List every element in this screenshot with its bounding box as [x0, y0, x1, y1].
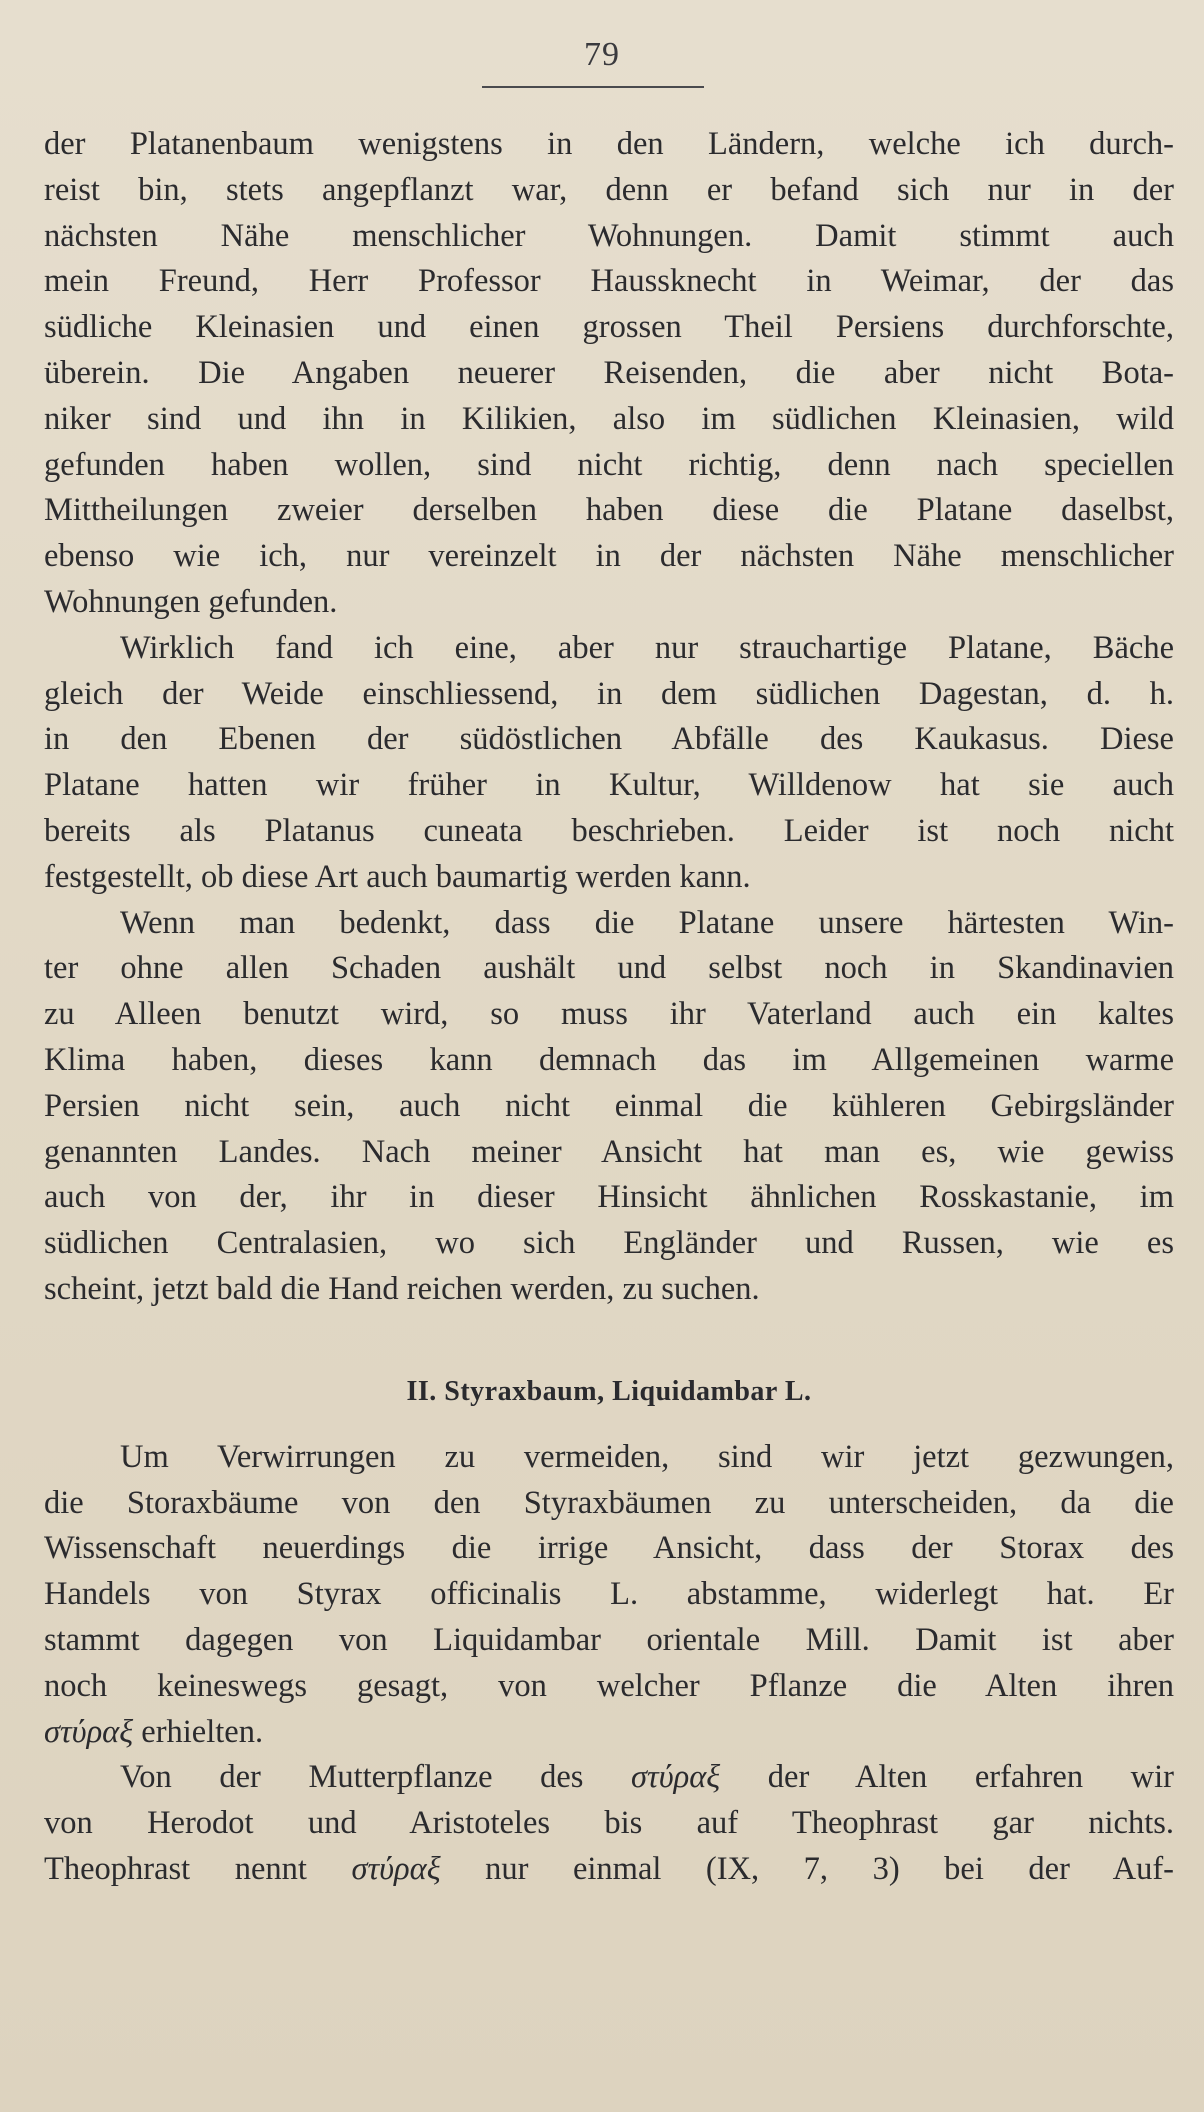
- greek-word: στύραξ: [44, 1713, 134, 1750]
- text-line: [44, 1755, 1174, 1801]
- text-line: Wenn man bedenkt, dass die Platane unsere härtesten Win-: [120, 904, 1174, 941]
- text-line: Mittheilungen zweier derselben haben diese die Platane daselbst,: [44, 492, 1174, 529]
- text-line: der Platanenbaum wenigstens in den Ländern, welche ich durch-: [44, 126, 1174, 162]
- paragraph-3: [44, 901, 1174, 1313]
- text-line: Um Verwirrungen zu vermeiden, sind wir jetzt gezwungen,: [120, 1438, 1174, 1475]
- text-line: ebenso wie ich, nur vereinzelt in der nächsten Nähe menschlicher: [44, 538, 1174, 575]
- section-gap: [44, 1313, 1174, 1369]
- text-line: Handels von Styrax officinalis L. abstamme, widerlegt hat. Er: [44, 1576, 1174, 1613]
- text-fragment: erhielten.: [133, 1713, 264, 1750]
- text-line: Wissenschaft neuerdings die irrige Ansicht, dass der Storax des: [44, 1530, 1174, 1567]
- text-line: Wirklich fand ich eine, aber nur strauchartige Platane, Bäche: [120, 629, 1174, 666]
- text-line: mein Freund, Herr Professor Haussknecht in Weimar, der das: [44, 263, 1174, 300]
- text-line: südlichen Centralasien, wo sich Engländer und Russen, wie es: [44, 1225, 1174, 1262]
- text-line: in den Ebenen der südöstlichen Abfälle des Kaukasus. Diese: [44, 721, 1174, 758]
- paragraph-2: [44, 626, 1174, 901]
- text-line: überein. Die Angaben neuerer Reisenden, die aber nicht Bota-: [44, 354, 1174, 391]
- text-fragment: Theophrast nennt: [44, 1850, 352, 1887]
- text-line: die Storaxbäume von den Styraxbäumen zu unterscheiden, da die: [44, 1484, 1174, 1521]
- text-line: scheint, jetzt bald die Hand reichen werden, zu suchen.: [44, 1270, 760, 1307]
- text-line: von Herodot und Aristoteles bis auf Theophrast gar nichts.: [44, 1805, 1174, 1842]
- text-line: festgestellt, ob diese Art auch baumartig werden kann.: [44, 858, 751, 895]
- page-body: [44, 122, 1174, 1893]
- section-heading: II. Styraxbaum, Liquidambar L.: [406, 1375, 812, 1407]
- text-line: stammt dagegen von Liquidambar orientale Mill. Damit ist aber: [44, 1621, 1174, 1658]
- text-fragment: der Alten erfahren wir: [720, 1759, 1174, 1796]
- text-line: zu Alleen benutzt wird, so muss ihr Vaterland auch ein kaltes: [44, 996, 1174, 1033]
- text-line: genannten Landes. Nach meiner Ansicht hat man es, wie gewiss: [44, 1133, 1174, 1170]
- text-line: gleich der Weide einschliessend, in dem südlichen Dagestan, d. h.: [44, 675, 1174, 712]
- paragraph-1: [44, 122, 1174, 626]
- text-line: Persien nicht sein, auch nicht einmal die kühleren Gebirgsländer: [44, 1087, 1174, 1124]
- header-rule: [482, 86, 704, 88]
- text-fragment: Von der Mutterpflanze des: [120, 1759, 632, 1796]
- text-line: bereits als Platanus cuneata beschrieben. Leider ist noch nicht: [44, 812, 1174, 849]
- text-line: auch von der, ihr in dieser Hinsicht ähnlichen Rosskastanie, im: [44, 1179, 1174, 1216]
- text-line: südliche Kleinasien und einen grossen Theil Persiens durchforschte,: [44, 309, 1174, 346]
- text-line: reist bin, stets angepflanzt war, denn er befand sich nur in der: [44, 171, 1174, 208]
- text-line: ter ohne allen Schaden aushält und selbst noch in Skandinavien: [44, 950, 1174, 987]
- greek-word: στύραξ: [631, 1759, 721, 1796]
- text-line: Klima haben, dieses kann demnach das im Allgemeinen warme: [44, 1041, 1174, 1078]
- text-line: Wohnungen gefunden.: [44, 583, 338, 620]
- page-number: 79: [584, 36, 620, 73]
- section-paragraph-2: [44, 1755, 1174, 1892]
- text-line: [44, 1847, 1174, 1893]
- section-paragraph-1: [44, 1435, 1174, 1756]
- text-line: noch keineswegs gesagt, von welcher Pflanze die Alten ihren: [44, 1667, 1174, 1704]
- greek-word: στύραξ: [351, 1850, 441, 1887]
- text-line: Platane hatten wir früher in Kultur, Willdenow hat sie auch: [44, 767, 1174, 804]
- text-line: nächsten Nähe menschlicher Wohnungen. Damit stimmt auch: [44, 217, 1174, 254]
- text-line: [44, 1710, 1174, 1756]
- text-line: gefunden haben wollen, sind nicht richtig, denn nach speciellen: [44, 446, 1174, 483]
- text-fragment: nur einmal (IX, 7, 3) bei der Auf-: [440, 1850, 1174, 1887]
- text-line: niker sind und ihn in Kilikien, also im südlichen Kleinasien, wild: [44, 400, 1174, 437]
